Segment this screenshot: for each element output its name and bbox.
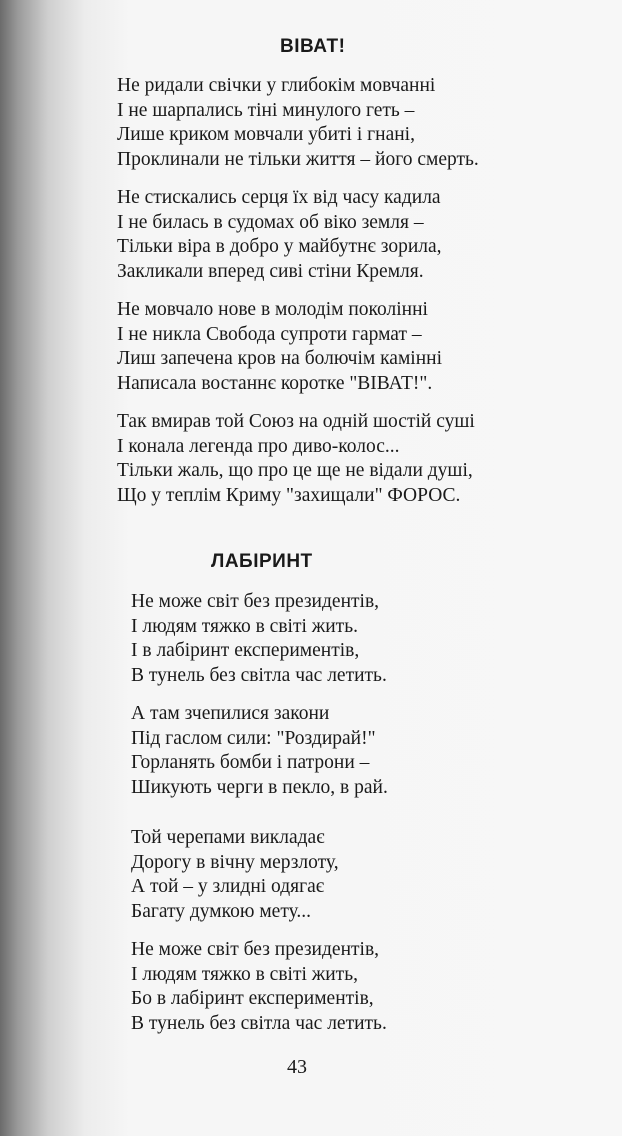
poem-line: І конала легенда про диво-колос... [117, 435, 400, 457]
poem-line: Не може світ без президентів, [131, 939, 380, 960]
poem-line: Не ридали свічки у глибокім мовчанні [117, 75, 436, 96]
poem-line: Так вмирав той Союз на одній шостій суші [117, 411, 475, 432]
poem-line: Що у теплім Криму "захищали" ФОРОС. [117, 484, 461, 506]
poem-line: Тільки віра в добро у майбутнє зорила, [117, 236, 442, 257]
poem-line: Проклинали не тільки життя – його смерть. [117, 148, 479, 170]
poem-line: І в лабіринт експериментів, [131, 640, 360, 661]
poem-line: Дорогу в вічну мерзлоту, [131, 851, 339, 873]
poem2-stanza-2 [131, 702, 388, 800]
poem-line: Лише криком мовчали убиті і гнані, [117, 124, 415, 145]
poem-line: І не никла Свобода супроти гармат – [117, 323, 422, 345]
poem-line: Тільки жаль, що про це ще не відали душі, [117, 460, 473, 481]
poem-line: Не мовчало нове в молодім поколінні [117, 299, 428, 320]
poem1-stanza-1 [117, 74, 479, 172]
poem-title-labyrinth: ЛАБІРИНТ [211, 551, 313, 572]
poem-line: І не билась в судомах об віко земля – [117, 211, 424, 233]
poem-line: Горланять бомби і патрони – [131, 752, 370, 773]
poem2-stanza-4 [131, 938, 387, 1036]
poem-title-vivat: ВІВАТ! [280, 36, 346, 57]
poem-line: Лиш запечена кров на болючім камінні [117, 348, 442, 369]
poem-line: І людям тяжко в світі жить, [131, 963, 358, 985]
poem-line: І людям тяжко в світі жить. [131, 615, 358, 637]
poem-line: В тунель без світла час летить. [131, 1012, 387, 1034]
poem-line: Не стискались серця їх від часу кадила [117, 187, 441, 208]
poem1-stanza-4 [117, 410, 475, 508]
poem-line: Багату думкою мету... [131, 900, 312, 922]
poem-line: Бо в лабіринт експериментів, [131, 988, 374, 1009]
poem1-stanza-2 [117, 186, 442, 284]
poem2-stanza-3 [131, 826, 339, 924]
poem-line: Той черепами викладає [131, 827, 325, 848]
page-number: 43 [287, 1056, 307, 1078]
poem-line: Написала востаннє коротке "ВІВАТ!". [117, 372, 433, 394]
poem-line: А той – у злидні одягає [131, 876, 325, 897]
poem-line: Закликали вперед сиві стіни Кремля. [117, 260, 424, 282]
poem2-stanza-1 [131, 590, 387, 688]
poem-line: В тунель без світла час летить. [131, 664, 387, 686]
poem-line: Під гаслом сили: "Роздирай!" [131, 727, 376, 749]
poem-line: А там зчепилися закони [131, 703, 330, 724]
poem-line: Не може світ без президентів, [131, 591, 380, 612]
poem1-stanza-3 [117, 298, 442, 396]
poem-line: І не шарпались тіні минулого геть – [117, 99, 415, 121]
poem-line: Шикують черги в пекло, в рай. [131, 776, 388, 798]
